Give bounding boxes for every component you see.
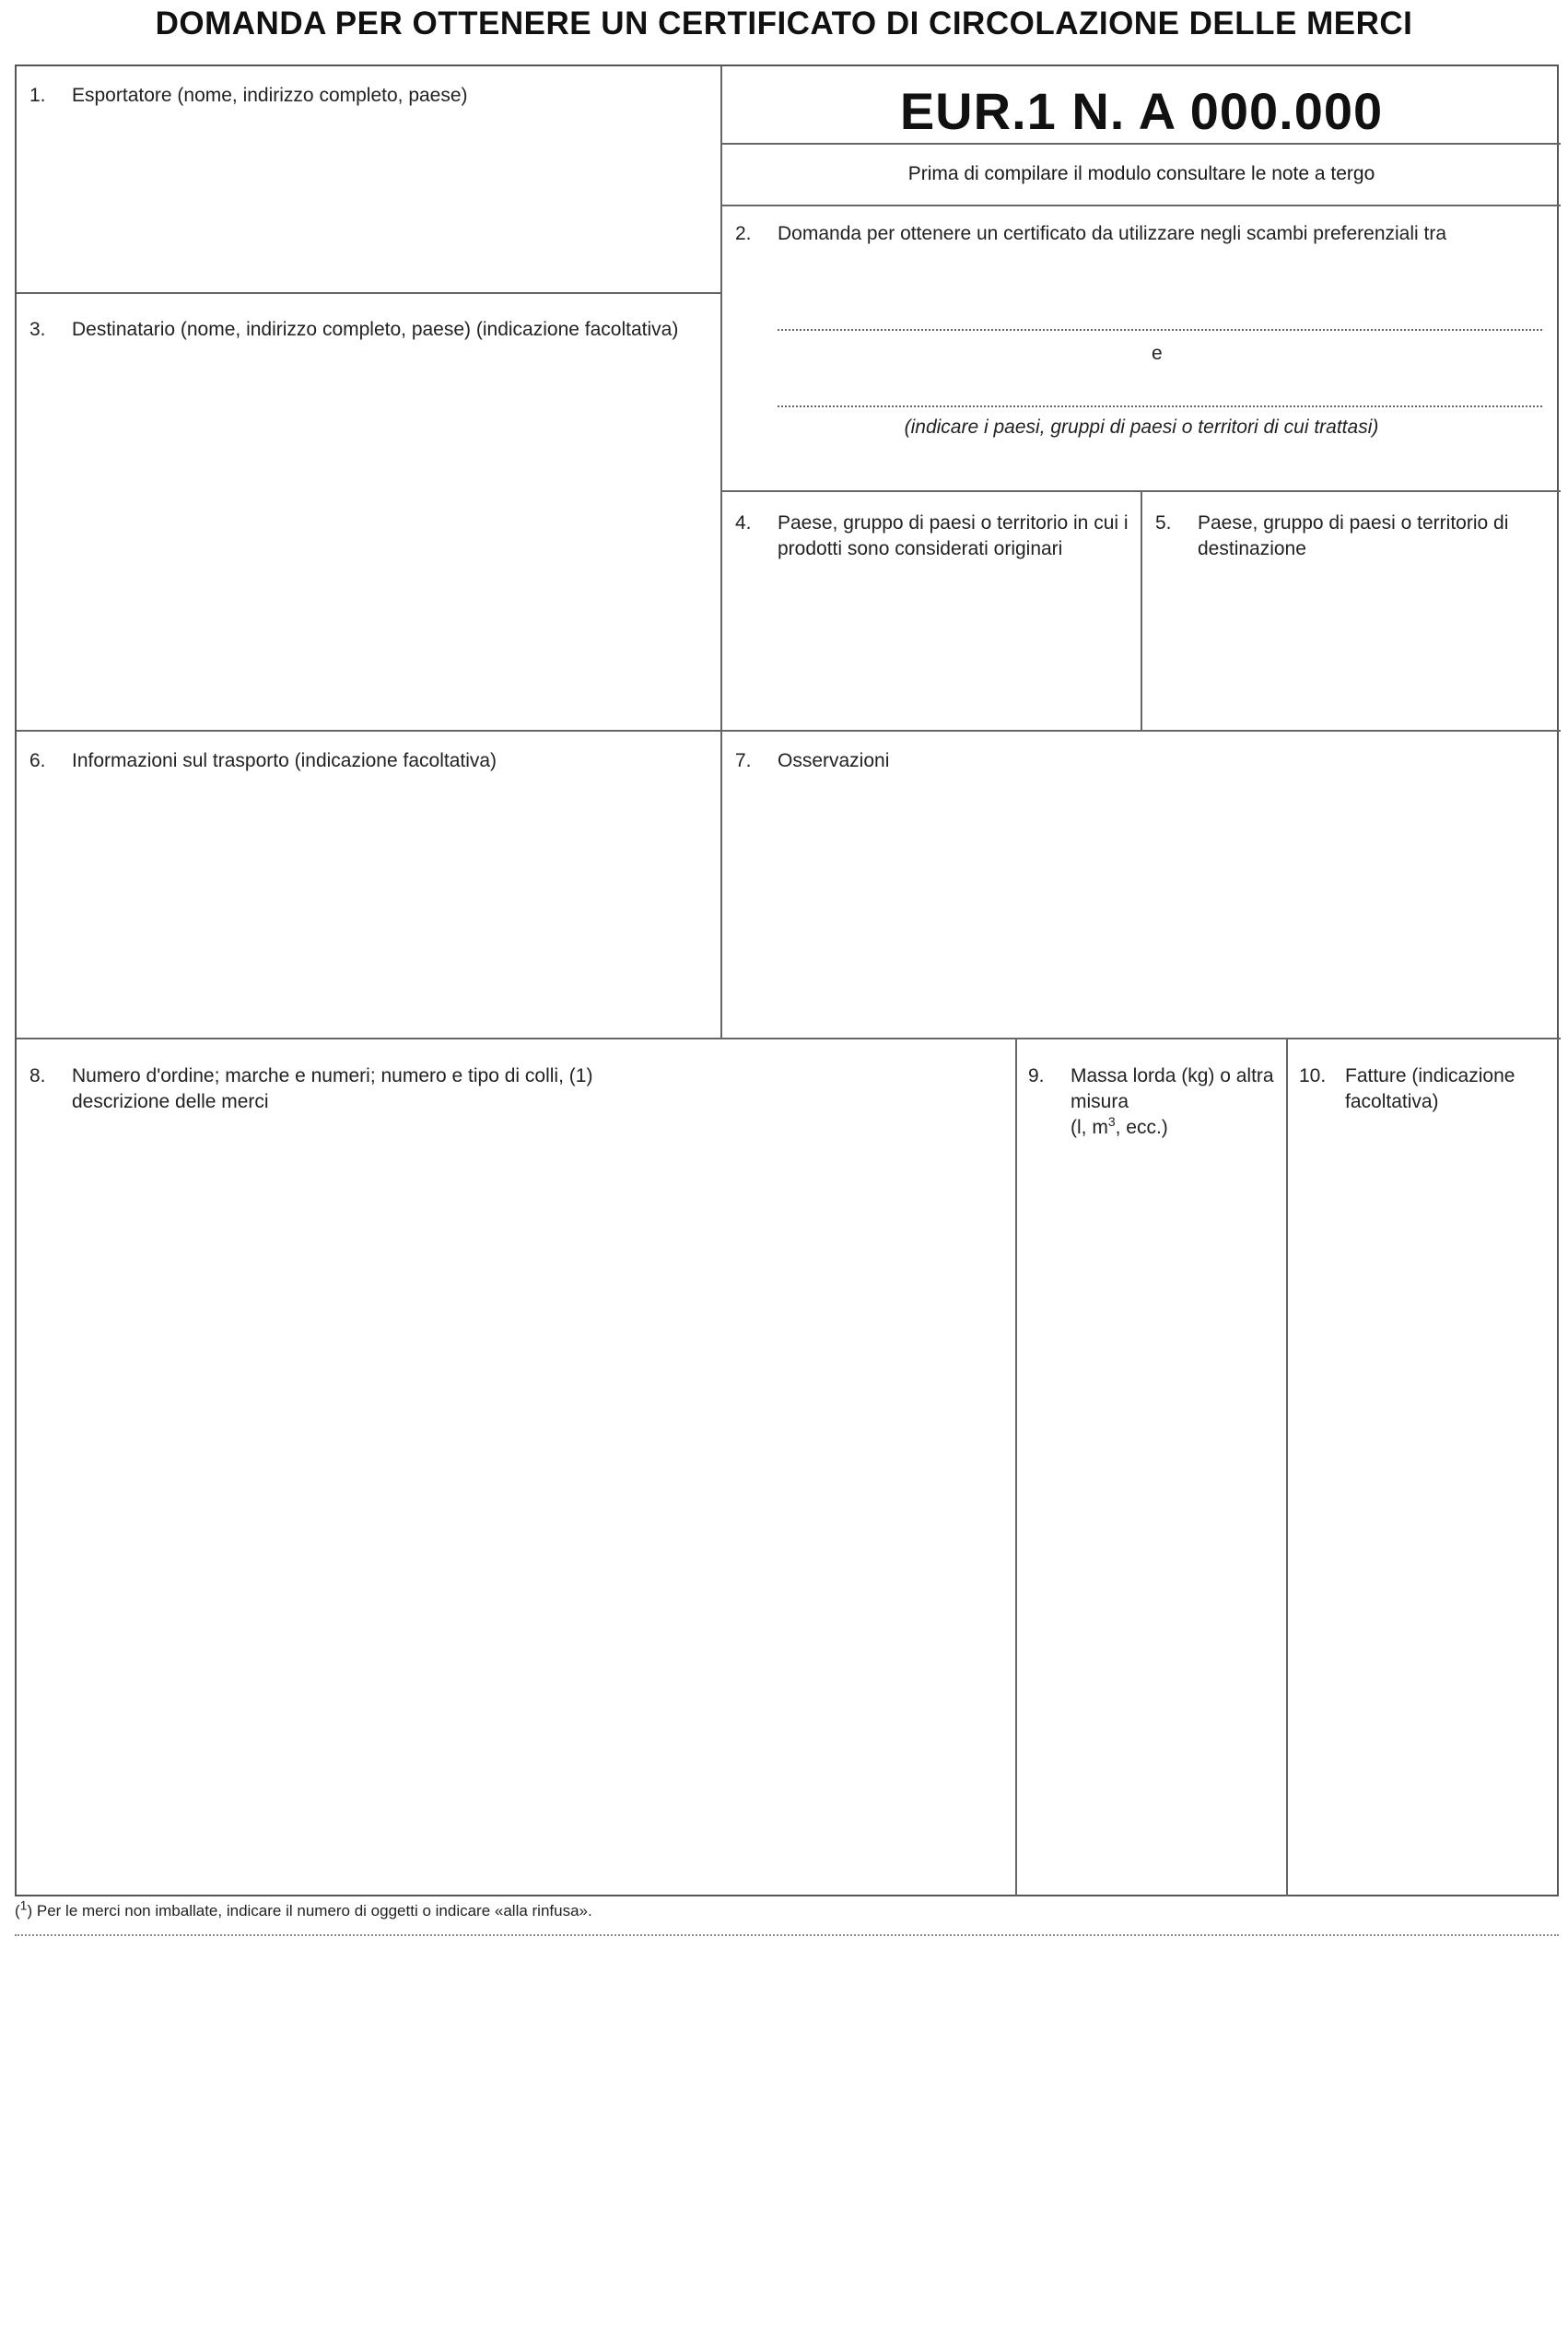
box6-label: Informazioni sul trasporto (indicazione facoltativa) xyxy=(72,750,497,771)
box7-label: Osservazioni xyxy=(778,750,890,771)
box4-label: Paese, gruppo di paesi o territorio in cui i prodotti sono considerati originari xyxy=(778,512,1129,559)
box4-number: 4. xyxy=(735,512,752,534)
certificate-number: EUR.1 N. A 000.000 xyxy=(899,82,1384,140)
box9-label xyxy=(1071,1063,1281,1141)
box5-label: Paese, gruppo di paesi o territorio di destinazione xyxy=(1198,512,1509,559)
footnote-marker: 1 xyxy=(19,1897,28,1913)
box5-number: 5. xyxy=(1155,512,1172,534)
box3-label: Destinatario (nome, indirizzo completo, paese) (indicazione facoltativa) xyxy=(72,319,679,340)
footnote: ($^1$) Per le merci non imballate, indicare il numero di oggetti o indicare «alla rinfusa». xyxy=(15,1897,592,1919)
box2-number: 2. xyxy=(735,223,752,244)
box8-label-text-2: descrizione delle merci xyxy=(72,1091,269,1112)
box8-label-text: Numero d'ordine; marche e numeri; numero e tipo di colli, xyxy=(72,1065,564,1086)
box7-number: 7. xyxy=(735,750,752,771)
footnote-text: Per le merci non imballate, indicare il numero di oggetti o indicare «alla rinfusa». xyxy=(36,1902,592,1919)
box8-footnote-ref: (1) xyxy=(568,1065,593,1086)
box2-connector: e xyxy=(1152,343,1163,364)
certificate-form xyxy=(15,65,1559,1896)
box1-label: Esportatore (nome, indirizzo completo, paese) xyxy=(72,85,468,106)
divider-header xyxy=(722,143,1561,145)
box2-label: Domanda per ottenere un certificato da utilizzare negli scambi preferenziali tra xyxy=(778,223,1447,244)
box1-number: 1. xyxy=(29,85,46,106)
box2-country-line-2[interactable] xyxy=(778,405,1542,407)
box9-number: 9. xyxy=(1028,1065,1045,1086)
divider-left-right xyxy=(720,66,722,1038)
box9-unit-sup: 3 xyxy=(1107,1114,1116,1129)
box6-number: 6. xyxy=(29,750,46,771)
box9-unit-post: , ecc.) xyxy=(1115,1117,1168,1138)
divider-row2 xyxy=(17,730,1561,732)
box8-label xyxy=(72,1063,1002,1115)
divider-box4-5 xyxy=(1141,492,1142,730)
box9-unit-pre: (l, m xyxy=(1071,1117,1108,1138)
divider-box8-9 xyxy=(1015,1039,1017,1896)
footnote-divider xyxy=(15,1934,1559,1936)
box2-hint: (indicare i paesi, gruppi di paesi o territori di cui trattasi) xyxy=(904,417,1379,438)
box10-number: 10. xyxy=(1299,1065,1327,1086)
divider-row3 xyxy=(17,1038,1561,1039)
box3-number: 3. xyxy=(29,319,46,340)
divider-box1 xyxy=(17,292,720,294)
divider-note xyxy=(722,205,1561,206)
divider-box9-10 xyxy=(1286,1039,1288,1896)
box10-label: Fatture (indicazione facoltativa) xyxy=(1345,1065,1515,1112)
box2-country-line-1[interactable] xyxy=(778,329,1542,331)
box8-number: 8. xyxy=(29,1065,46,1086)
box9-label-text: Massa lorda (kg) o altra misura xyxy=(1071,1065,1274,1112)
form-title: DOMANDA PER OTTENERE UN CERTIFICATO DI CIRCOLAZIONE DELLE MERCI xyxy=(155,6,1413,41)
instructions-note: Prima di compilare il modulo consultare le note a tergo xyxy=(907,163,1375,184)
